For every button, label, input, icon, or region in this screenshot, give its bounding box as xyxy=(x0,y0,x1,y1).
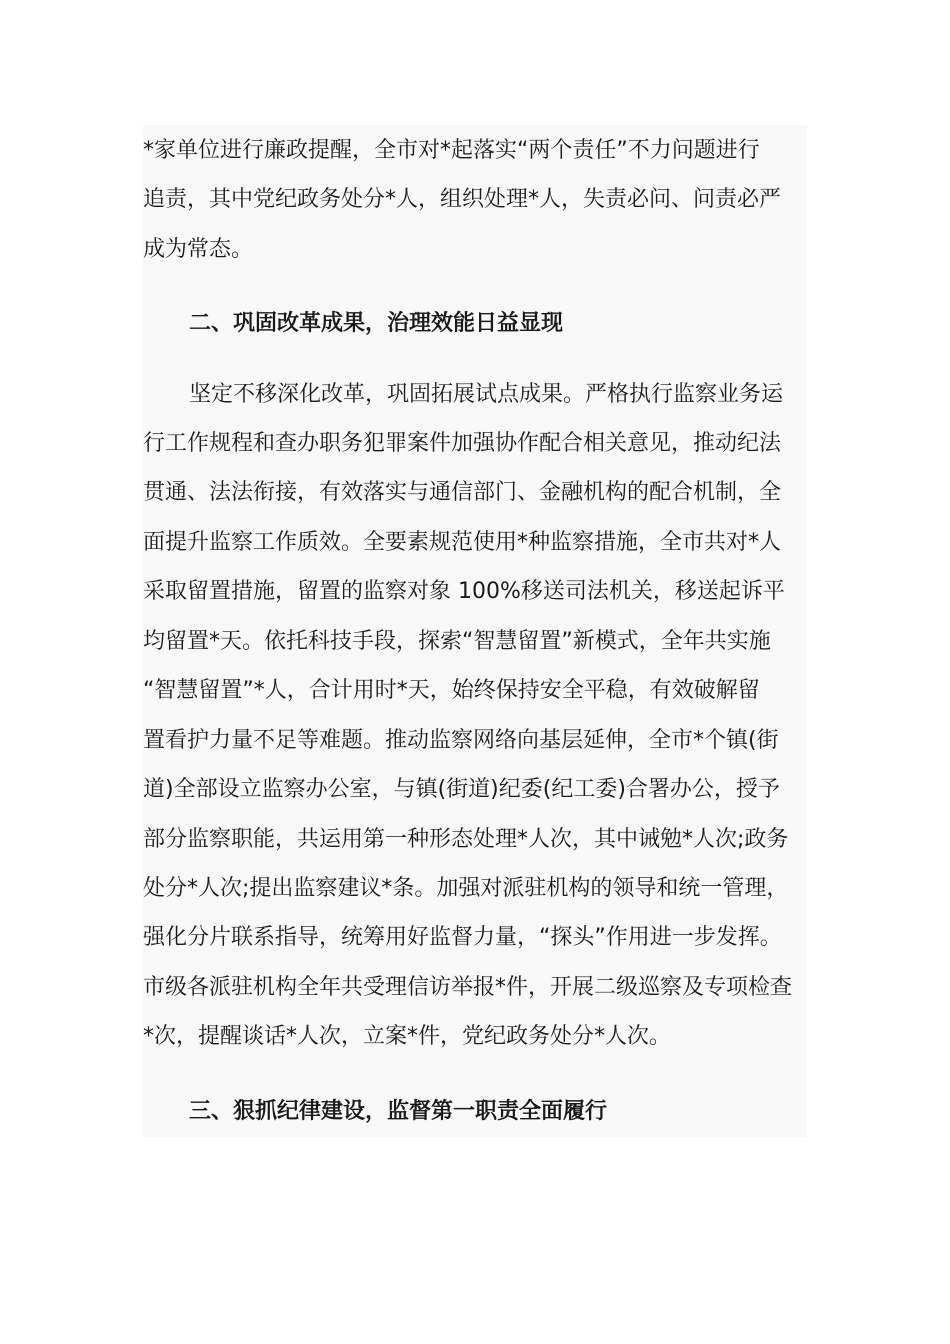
paragraph-line: *家单位进行廉政提醒，全市对*起落实“两个责任”不力问题进行 xyxy=(143,138,760,163)
paragraph-line: 成为常态。 xyxy=(143,237,254,262)
paragraph-line: 部分监察职能，共运用第一种形态处理*人次，其中诫勉*人次;政务 xyxy=(143,827,789,852)
paragraph-line: 面提升监察工作质效。全要素规范使用*种监察措施，全市共对*人 xyxy=(143,530,782,555)
paragraph-line: 行工作规程和查办职务犯罪案件加强协作配合相关意见，推动纪法 xyxy=(143,431,782,456)
paragraph-line: 坚定不移深化改革，巩固拓展试点成果。严格执行监察业务运 xyxy=(189,382,784,407)
section-heading-3: 三、狠抓纪律建设，监督第一职责全面履行 xyxy=(189,1099,608,1124)
paragraph-line: 处分*人次;提出监察建议*条。加强对派驻机构的领导和统一管理， xyxy=(143,876,789,901)
paragraph-line: *次，提醒谈话*人次，立案*件，党纪政务处分*人次。 xyxy=(143,1024,672,1049)
section-heading-2: 二、巩固改革成果，治理效能日益显现 xyxy=(189,311,564,336)
paragraph-line: 置看护力量不足等难题。推动监察网络向基层延伸，全市*个镇(街 xyxy=(143,728,779,753)
paragraph-line: “智慧留置”*人，合计用时*天，始终保持安全平稳，有效破解留 xyxy=(143,678,760,703)
paragraph-line: 均留置*天。依托科技手段，探索“智慧留置”新模式，全年共实施 xyxy=(143,629,771,654)
paragraph-line: 采取留置措施，留置的监察对象 100%移送司法机关，移送起诉平 xyxy=(143,579,785,604)
paragraph-line: 贯通、法法衔接，有效落实与通信部门、金融机构的配合机制，全 xyxy=(143,480,782,505)
paragraph-line: 道)全部设立监察办公室，与镇(街道)纪委(纪工委)合署办公，授予 xyxy=(143,777,780,802)
paragraph-line: 强化分片联系指导，统筹用好监督力量，“探头”作用进一步发挥。 xyxy=(143,925,782,950)
paragraph-line: 市级各派驻机构全年共受理信访举报*件，开展二级巡察及专项检查 xyxy=(143,975,793,1000)
paragraph-line: 追责，其中党纪政务处分*人，组织处理*人，失责必问、问责必严 xyxy=(143,187,782,212)
